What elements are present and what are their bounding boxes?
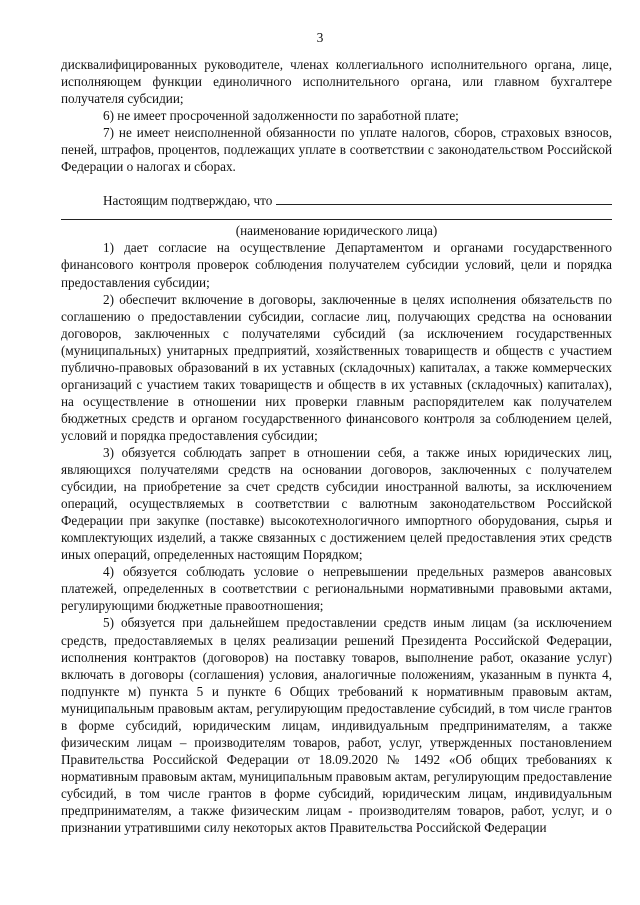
- blank-field-line-full: [61, 209, 612, 220]
- confirmation-line: [61, 192, 612, 209]
- obligation-item-5: 5) обязуется при дальнейшем предоставлении средств иным лицам (за исключением средств, предоставляемых в целях реализации решений Президента Российской Федерации, исполнения контрактов (договоров) на поставку товаров, выполнение работ, оказание услуг) включать в договоры (соглашения) условия, аналогичные положениям, указанным в пункта 4, подпункте м) пункта 5 и пункте 6 Общих требований к нормативным правовым актам, муниципальным правовым актам, регулирующим предоставление субсидий, в том числе грантов в форме субсидий, юридическим лицам, индивидуальным предпринимателям, а также физическим лицам – производителям товаров, работ, услуг, утвержденных постановлением Правительства Российской Федерации от 18.09.2020 № 1492 «Об общих требованиях к нормативным правовым актам, муниципальным правовым актам, регулирующим предоставление субсидий, в том числе грантов в форме субсидий, юридическим лицам, индивидуальным предпринимателям, а также физическим лицам - производителям товаров, работ, услуг, и о признании утратившими силу некоторых актов Правительства Российской Федерации: [61, 615, 612, 836]
- document-body: [61, 56, 612, 836]
- obligation-item-3: 3) обязуется соблюдать запрет в отношении себя, а также иных юридических лиц, являющихся получателями средств на основании договоров, заключенных с получателем субсидии, на приобретение за счет средств субсидии иностранной валюты, за исключением операций, осуществляемых в соответствии с валютным законодательством Российской Федерации при закупке (поставке) высокотехнологичного импортного оборудования, сырья и комплектующих изделий, а также связанных с достижением целей предоставления этих средств иных операций, определенных настоящим Порядком;: [61, 444, 612, 563]
- paragraph-item-6: 6) не имеет просроченной задолженности по заработной плате;: [103, 108, 459, 124]
- confirmation-text: Настоящим подтверждаю, что: [103, 193, 273, 209]
- obligation-item-4: 4) обязуется соблюдать условие о непревышении предельных размеров авансовых платежей, определенных в соответствии с региональными нормативными правовыми актами, регулирующими бюджетные правоотношения;: [61, 564, 612, 614]
- blank-field-line: [276, 192, 612, 205]
- legal-entity-caption: (наименование юридического лица): [235, 223, 438, 239]
- paragraph-item-7: 7) не имеет неисполненной обязанности по уплате налогов, сборов, страховых взносов, пеней, штрафов, процентов, подлежащих уплате в соответствии с законодательством Российской Федерации о налогах и сборах.: [61, 125, 612, 175]
- obligation-item-2: 2) обеспечит включение в договоры, заключенные в целях исполнения обязательств по соглашению о предоставлении субсидии, согласие лиц, получающих средства на основании договоров, заключенных с получателями субсидий (за исключением государственных (муниципальных) унитарных предприятий, хозяйственных товариществ и обществ с участием публично-правовых образований в их уставных (складочных) капиталах, а также коммерческих организаций с участием таких товариществ и обществ в их уставных (складочных) капиталах), на осуществление в отношении них проверки главным распорядителем как получателем бюджетных средств и органом государственного финансового контроля за соблюдением целей, условий и порядка предоставления субсидии;: [61, 291, 612, 443]
- page-number: 3: [316, 30, 324, 45]
- paragraph-disqualified: дисквалифицированных руководителе, членах коллегиального исполнительного органа, лице, исполняющем функции единоличного исполнительного органа, или главном бухгалтере получателя субсидии;: [61, 57, 612, 107]
- obligation-item-1: 1) дает согласие на осуществление Департаментом и органами государственного финансового контроля проверок соблюдения получателем субсидии условий, цели и порядка предоставления субсидии;: [61, 240, 612, 290]
